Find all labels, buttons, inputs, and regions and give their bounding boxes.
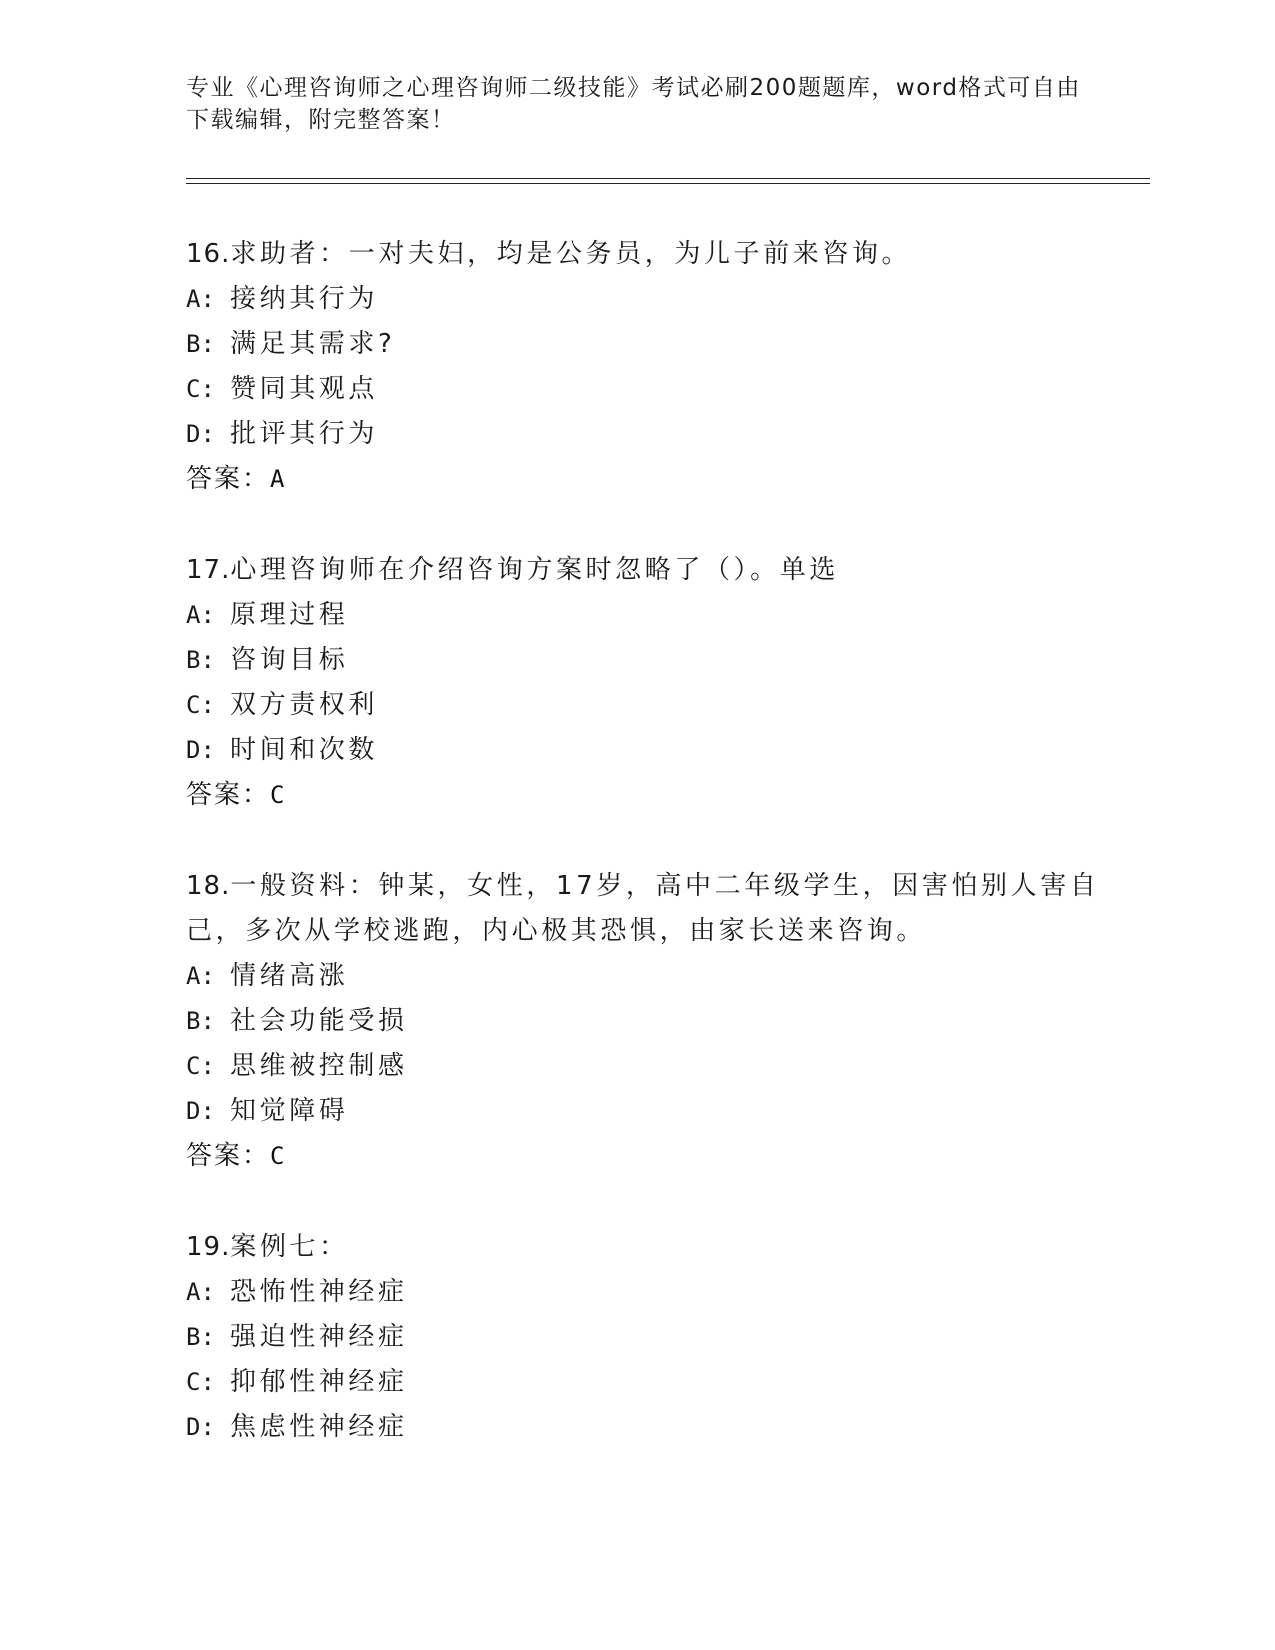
- question-list: [186, 232, 1146, 1496]
- question-stem: [186, 1225, 1146, 1270]
- question-text: 案例七：: [230, 1232, 349, 1262]
- question-number: 16.: [186, 239, 231, 269]
- question-number: 18.: [186, 871, 231, 901]
- answer-line: [186, 457, 1146, 502]
- document-header: 专业《心理咨询师之心理咨询师二级技能》考试必刷200题题库，word格式可自由下载编辑，附完整答案！: [186, 75, 1081, 133]
- option-letter: D:: [186, 1097, 215, 1125]
- option-letter: C:: [186, 1368, 215, 1396]
- option-letter: D:: [186, 1413, 215, 1441]
- option-text: 强迫性神经症: [230, 1322, 408, 1352]
- option-text: 原理过程: [230, 600, 349, 630]
- option-c: [186, 1044, 1146, 1089]
- option-b: [186, 322, 1146, 367]
- option-text: 时间和次数: [230, 735, 379, 765]
- question-16: [186, 232, 1146, 502]
- option-text: 思维被控制感: [230, 1051, 408, 1081]
- option-text: 咨询目标: [230, 645, 349, 675]
- option-letter: A:: [186, 1278, 215, 1306]
- option-letter: D:: [186, 420, 215, 448]
- question-17: [186, 548, 1146, 818]
- answer-value: A: [270, 465, 287, 493]
- option-b: [186, 638, 1146, 683]
- answer-label: 答案：: [186, 780, 271, 810]
- option-letter: B:: [186, 1007, 215, 1035]
- option-d: [186, 1405, 1146, 1450]
- question-stem: [186, 548, 1146, 593]
- option-d: [186, 412, 1146, 457]
- answer-value: C: [270, 781, 287, 809]
- option-d: [186, 728, 1146, 773]
- option-letter: C:: [186, 1052, 215, 1080]
- option-text: 批评其行为: [230, 419, 379, 449]
- option-letter: B:: [186, 1323, 215, 1351]
- option-c: [186, 683, 1146, 728]
- option-text: 满足其需求?: [230, 329, 396, 359]
- answer-value: C: [270, 1142, 287, 1170]
- option-a: [186, 1270, 1146, 1315]
- answer-line: [186, 1134, 1146, 1179]
- option-b: [186, 999, 1146, 1044]
- option-text: 赞同其观点: [230, 374, 379, 404]
- option-text: 双方责权利: [230, 690, 379, 720]
- option-d: [186, 1089, 1146, 1134]
- option-text: 焦虑性神经症: [230, 1412, 408, 1442]
- option-letter: B:: [186, 646, 215, 674]
- option-letter: A:: [186, 962, 215, 990]
- option-text: 社会功能受损: [230, 1006, 408, 1036]
- answer-label: 答案：: [186, 464, 271, 494]
- option-letter: A:: [186, 601, 215, 629]
- question-18: [186, 864, 1146, 1179]
- option-letter: C:: [186, 691, 215, 719]
- question-stem: [186, 232, 1146, 277]
- option-letter: D:: [186, 736, 215, 764]
- header-divider-bottom: [186, 183, 1150, 184]
- option-c: [186, 1360, 1146, 1405]
- option-letter: A:: [186, 285, 215, 313]
- option-a: [186, 954, 1146, 999]
- question-text: 心理咨询师在介绍咨询方案时忽略了（）。单选: [230, 555, 839, 585]
- answer-line: [186, 773, 1146, 818]
- answer-label: 答案：: [186, 1141, 271, 1171]
- option-b: [186, 1315, 1146, 1360]
- question-text: 求助者：一对夫妇，均是公务员，为儿子前来咨询。: [230, 239, 912, 269]
- option-a: [186, 277, 1146, 322]
- question-number: 19.: [186, 1232, 231, 1262]
- question-number: 17.: [186, 555, 231, 585]
- option-text: 知觉障碍: [230, 1096, 349, 1126]
- question-19: [186, 1225, 1146, 1450]
- option-c: [186, 367, 1146, 412]
- option-text: 恐怖性神经症: [230, 1277, 408, 1307]
- option-a: [186, 593, 1146, 638]
- header-divider-top: [186, 178, 1150, 179]
- option-text: 情绪高涨: [230, 961, 349, 991]
- option-text: 抑郁性神经症: [230, 1367, 408, 1397]
- option-letter: B:: [186, 330, 215, 358]
- question-text: 一般资料：钟某，女性，17岁，高中二年级学生，因害怕别人害自己，多次从学校逃跑，内心极其恐惧，由家长送来咨询。: [186, 871, 1100, 946]
- option-letter: C:: [186, 375, 215, 403]
- option-text: 接纳其行为: [230, 284, 379, 314]
- question-stem: [186, 864, 1146, 954]
